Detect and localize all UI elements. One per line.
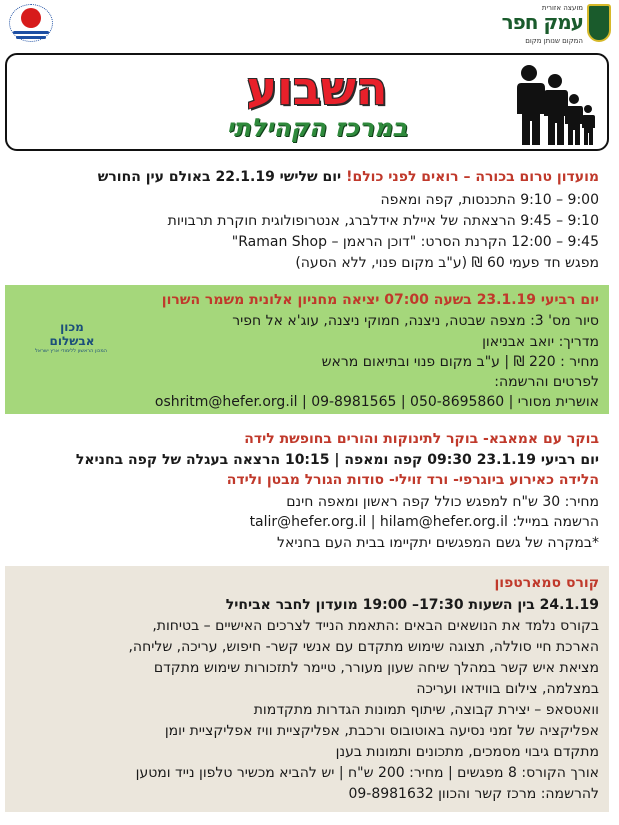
sun-icon [21, 8, 41, 28]
course-line: בקורס נלמד את הנושאים הבאים :התאמת הנייד לצרכים האישיים – בטיחות, [152, 618, 599, 634]
family-icon [507, 63, 597, 145]
emek-hefer-logo [501, 4, 611, 48]
schedule-line: 9:00 – 9:10 התכנסות, קפה ומאפה [380, 192, 599, 208]
machon-avshalom-logo [34, 320, 107, 354]
parents-rain-note: *במקרה של גשם המפגשים יתקיימו בבית העם בחניאל [277, 535, 599, 551]
machon-logo-sub: המכון הראשון ללימודי ארץ ישראל [34, 348, 107, 354]
wave-icon [16, 36, 46, 39]
course-title: קורס סמארטפון [494, 575, 599, 591]
course-line: במצלמה, צילום בווידאו ועריכה [416, 681, 599, 697]
course-registration: להרשמה: מרכז קשר והכוון 09-8981632 [348, 786, 599, 802]
premiere-headline [98, 168, 599, 186]
tour-route: סיור מס' 3: מצפה שבטה, ניצנה, חמוקי ניצנה, עוג'א אל חפיר [232, 313, 599, 329]
emblem-icon [587, 4, 611, 42]
section-parents-morning [5, 424, 609, 556]
section-smartphone-course [5, 566, 609, 812]
tour-guide: מדריך: יואב אבניאון [482, 334, 599, 350]
machon-logo-name: מכון אבשלום [49, 320, 95, 348]
parents-date: יום רביעי 23.1.19 09:30 קפה ומאפה | 10:15 הרצאה בעגלה של קפה בחניאל [75, 452, 599, 468]
premiere-title: מועדון טרום בכורה – רואים לפני כולם! [346, 169, 599, 185]
parents-lecture: הלידה כאירוע ביוגרפי- ורד זוילי- סודות הגורל מבטן ולידה [226, 472, 599, 488]
course-line: מציאת איש קשר במהלך שיחה שעון מעורר, טיימר לתזכורות שימוש מתקדם [153, 660, 599, 676]
parents-registration[interactable]: הרשמה במייל: talir@hefer.org.il | hilam@hefer.org.il [249, 514, 599, 530]
logo-name: עמק חפר [501, 10, 583, 34]
tour-headline: יום רביעי 23.1.19 בשעה 07:00 יציאה מחניון אלונית משמר השרון [161, 292, 599, 308]
schedule-line: 9:45 – 12:00 הקרנת הסרט: "דוכן הראמן – Raman Shop" [231, 234, 599, 250]
logo-slogan: המקום שנותן מקום [525, 37, 583, 45]
course-details: אורך הקורס: 8 מפגשים | מחיר: 200 ש"ח | יש להביא מכשיר טלפון נייד ומטען [135, 765, 599, 781]
course-line: הארכת חיי סוללה, תצוגה שימוש מתקדם עם אנשי קשר- חיפוש, עריכה, שליחה, [128, 639, 599, 655]
schedule-line: 9:10 – 9:45 הרצאתה של איילת אידלברג, אנטרופולוגית חוקרת תרבויות [167, 213, 599, 229]
parents-headline: בוקר עם אמאבא- בוקר לתינוקות והורים בחופשת לידה [244, 431, 599, 447]
logo-council-label: מועצה אזורית [541, 4, 583, 12]
course-line: מתקדם גיבוי מסמכים, מתכונים ותמונות בענן [335, 744, 599, 760]
tour-contact[interactable]: אושרית מסורי | 050-8695860 | 09-8981565 | oshritm@hefer.org.il [154, 394, 599, 410]
course-date: 24.1.19 בין השעות 17:30– 19:00 מועדון לחבר אביחיל [225, 597, 599, 613]
section-premiere-club [5, 160, 609, 278]
course-line: וואטסאפ – יצירת קבוצה, שיתוף תמונות הגדרות מתקדמות [253, 702, 599, 718]
tour-price: מחיר : 220 ₪ | ע"ב מקום פנוי ובתיאום מראש [321, 354, 599, 370]
tour-details-label: לפרטים והרשמה: [494, 374, 599, 390]
page-subtitle: במרכז הקהילתי [226, 113, 408, 142]
section-tour [5, 285, 609, 414]
page-title: השבוע [246, 61, 388, 115]
course-line: אפליקציה של זמני נסיעה באוטובוס ורכבת, אפליקציית וויז אפליקציית יומן [164, 723, 599, 739]
parents-price: מחיר: 30 ש"ח למפגש כולל קפה ראשון ומאפה חינם [286, 494, 599, 510]
community-center-logo [8, 4, 56, 44]
price-line: מפגש חד פעמי 60 ₪ (ע"ב מקום פנוי, ללא הסעה) [295, 255, 599, 271]
wave-icon [13, 31, 49, 34]
header-box [5, 53, 609, 151]
premiere-date: יום שלישי 22.1.19 באולם עין החורש [97, 169, 347, 185]
